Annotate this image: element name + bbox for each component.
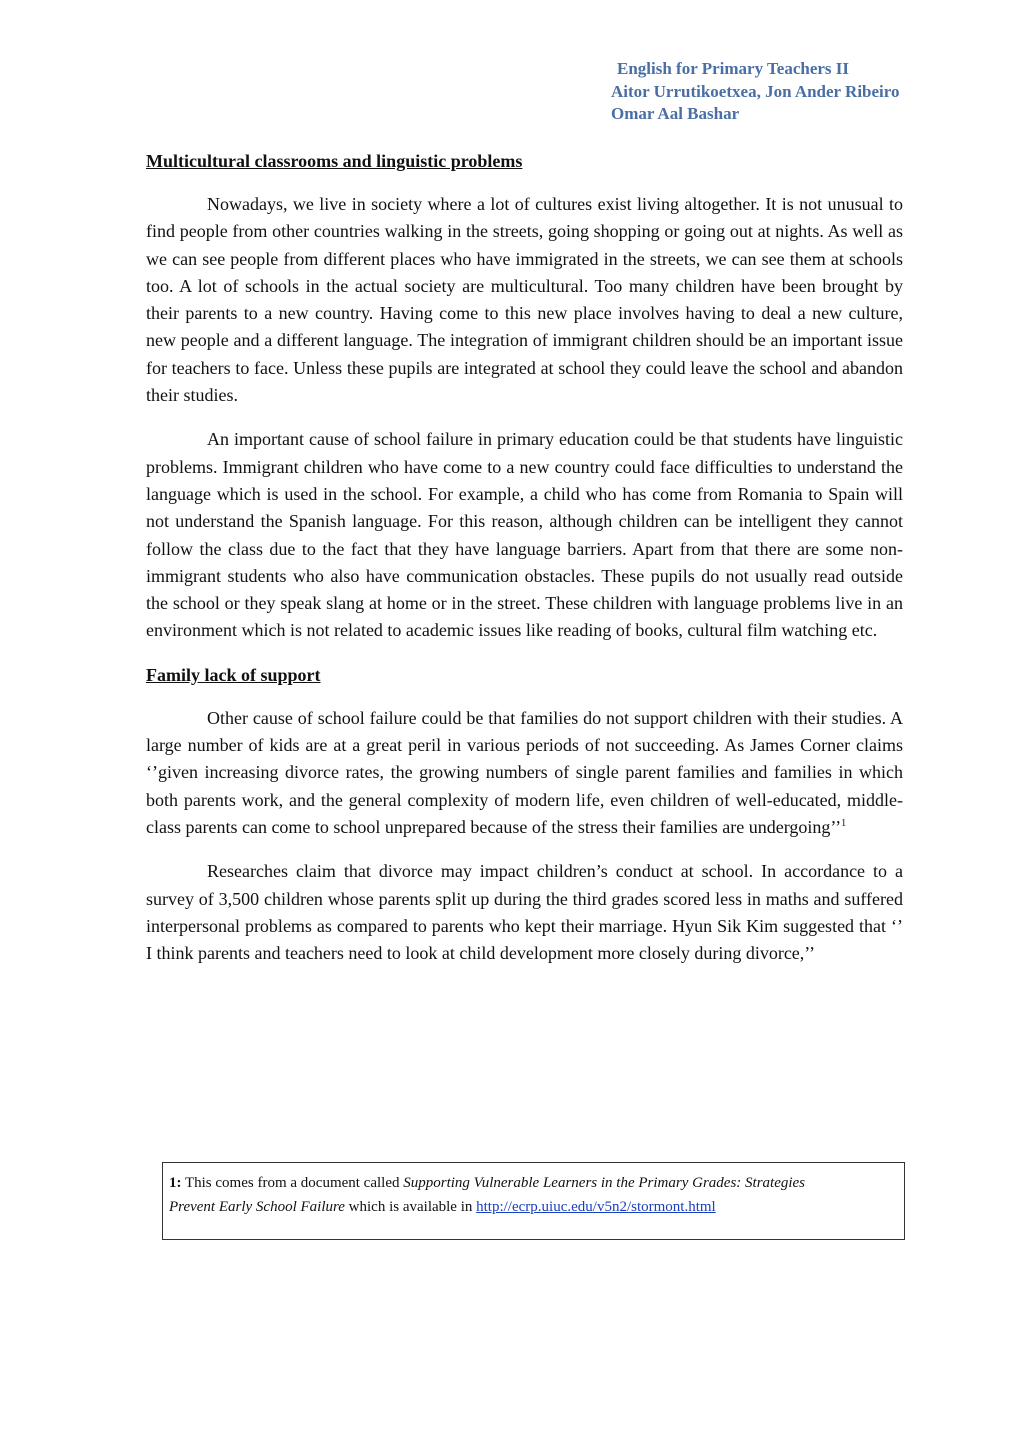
section-heading-multicultural: Multicultural classrooms and linguistic problems	[146, 151, 523, 171]
footnote-line-2	[169, 1195, 904, 1219]
footnote-title-part-1: Supporting Vulnerable Learners in the Primary Grades: Strategies	[403, 1175, 806, 1191]
section-heading-family-support: Family lack of support	[146, 664, 321, 685]
footnote-number: 1:	[169, 1175, 182, 1191]
paragraph-with-quote	[146, 705, 903, 841]
authors-line-1: Aitor Urrutikoetxea, Jon Ander Ribeiro	[611, 81, 900, 101]
footnote-line-1	[169, 1171, 904, 1195]
paragraph: Nowadays, we live in society where a lot of cultures exist living altogether. It is not unusual to find people from other countries walking in the streets, going shopping or going out at nights. As well as we can see people from different places who have immigrated in the streets, we can see them at schools too. A lot of schools in the actual society are multicultural. Too many children have been brought by their parents to a new country. Having come to this new place involves having to deal a new culture, new people and a different language. The integration of immigrant children should be an important issue for teachers to face. Unless these pupils are integrated at school they could leave the school and abandon their studies.	[146, 194, 903, 406]
footnote-box	[162, 1162, 905, 1240]
paragraph: Researches claim that divorce may impact children’s conduct at school. In accordance to a survey of 3,500 children whose parents split up during the third grades scored less in maths and suffered interpersonal problems as compared to parents who kept their marriage. Hyun Sik Kim suggested that ‘’ I think parents and teachers need to look at child development more closely during divorce,’’	[146, 861, 903, 964]
authors-line-2: Omar Aal Bashar	[611, 104, 740, 123]
footnote-middle: which is available in	[344, 1199, 477, 1215]
footnote-title-part-2: Prevent Early School Failure	[169, 1199, 345, 1215]
paragraph: An important cause of school failure in primary education could be that students have linguistic problems. Immigrant children who have come to a new country could face difficulties to understand the language which is used in the school. For example, a child who has come from Romania to Spain will not understand the Spanish language. For this reason, although children can be intelligent they cannot follow the class due to the fact that they have language barriers. Apart from that there are some non-immigrant students who also have communication obstacles. These pupils do not usually read outside the school or they speak slang at home or in the street. These children with language problems live in an environment which is not related to academic issues like reading of books, cultural film watching etc.	[146, 429, 903, 641]
quote-text: Other cause of school failure could be that families do not support children with their studies. A large number of kids are at a great peril in various periods of not succeeding. As James Corner claims ‘’given increasing divorce rates, the growing numbers of single parent families and families in which both parents work, and the general complexity of modern life, even children of well-educated, middle-class parents can come to school unprepared because of the stress their families are undergoing’’	[146, 707, 903, 837]
footnote-source-link[interactable]: http://ecrp.uiuc.edu/v5n2/stormont.html	[476, 1199, 716, 1215]
course-title: English for Primary Teachers II	[617, 59, 850, 78]
document-body	[146, 148, 903, 984]
footnote-marker: 1	[841, 817, 847, 829]
document-header	[611, 58, 1011, 126]
footnote-prefix: This comes from a document called	[181, 1175, 404, 1191]
